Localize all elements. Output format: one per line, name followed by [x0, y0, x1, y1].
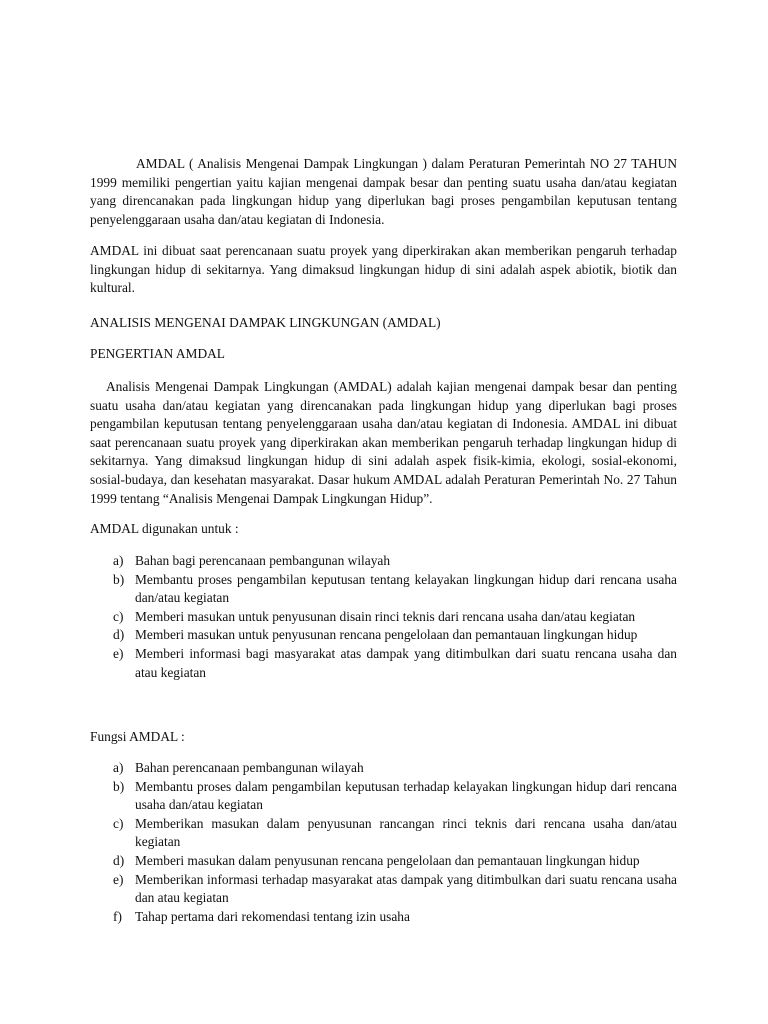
- list-item-text: Memberi informasi bagi masyarakat atas dampak yang ditimbulkan dari suatu rencana usaha dan atau kegiatan: [135, 645, 677, 680]
- list-item-text: Membantu proses pengambilan keputusan tentang kelayakan lingkungan hidup dari rencana usaha dan/atau kegiatan: [135, 571, 677, 606]
- list-item-text: Bahan perencanaan pembangunan wilayah: [135, 760, 364, 775]
- list-item: [113, 571, 677, 608]
- definition-paragraph: Analisis Mengenai Dampak Lingkungan (AMDAL) adalah kajian mengenai dampak besar dan penting suatu usaha dan/atau kegiatan yang direncanakan pada lingkungan hidup yang diperlukan bagi proses pengambilan keputusan tentang penyelenggaraan usaha dan/atau kegiatan di Indonesia. AMDAL ini dibuat saat perencanaan suatu proyek yang diperkirakan akan memberikan pengaruh terhadap lingkungan hidup di sekitarnya. Yang dimaksud lingkungan hidup di sini adalah aspek fisik-kimia, ekologi, sosial-ekonomi, sosial-budaya, dan kesehatan masyarakat. Dasar hukum AMDAL adalah Peraturan Pemerintah No. 27 Tahun 1999 tentang “Analisis Mengenai Dampak Lingkungan Hidup”.: [90, 379, 677, 506]
- list-marker: a): [113, 760, 124, 775]
- list-item: [113, 815, 677, 852]
- list-item-text: Tahap pertama dari rekomendasi tentang izin usaha: [135, 908, 410, 924]
- list-marker: a): [113, 553, 124, 568]
- list-item-text: Memberi masukan untuk penyusunan rencana pengelolaan dan pemantauan lingkungan hidup: [135, 627, 638, 643]
- list-item-text: Memberi masukan dalam penyusunan rencana pengelolaan dan pemantauan lingkungan hidup: [135, 852, 640, 868]
- list-item: [113, 608, 677, 627]
- list-item: [113, 778, 677, 815]
- list-item: [113, 552, 677, 571]
- list-marker: b): [113, 571, 125, 587]
- list-item-text: Memberikan masukan dalam penyusunan rancangan rinci teknis dari rencana usaha dan/atau kegiatan: [135, 815, 677, 850]
- functions-heading: Fungsi AMDAL :: [90, 729, 185, 744]
- subsection-title: PENGERTIAN AMDAL: [90, 346, 225, 361]
- list-marker: d): [113, 852, 125, 868]
- list-item-text: Memberi masukan untuk penyusunan disain rinci teknis dari rencana usaha dan/atau kegiatan: [135, 608, 636, 624]
- list-marker: c): [113, 608, 124, 624]
- list-item: [113, 871, 677, 908]
- amdal-purpose-paragraph: AMDAL ini dibuat saat perencanaan suatu proyek yang diperkirakan akan memberikan pengaruh terhadap lingkungan hidup di sekitarnya. Yang dimaksud lingkungan hidup di sini adalah aspek abiotik, biotik dan kultural.: [90, 243, 677, 296]
- list-item: [113, 759, 677, 778]
- list-marker: e): [113, 645, 124, 661]
- list-marker: c): [113, 815, 124, 831]
- list-item-text: Memberikan informasi terhadap masyarakat atas dampak yang ditimbulkan dari suatu rencana usaha dan atau kegiatan: [135, 871, 677, 906]
- list-item: [113, 645, 677, 682]
- intro-paragraph: AMDAL ( Analisis Mengenai Dampak Lingkungan ) dalam Peraturan Pemerintah NO 27 TAHUN 1999 memiliki pengertian yaitu kajian mengenai dampak besar dan penting suatu usaha dan/atau kegiatan yang direncanakan pada lingkungan hidup yang diperlukan bagi proses pengambilan keputusan tentang penyelenggaraan usaha dan/atau kegiatan di Indonesia.: [90, 156, 677, 227]
- section-title: ANALISIS MENGENAI DAMPAK LINGKUNGAN (AMDAL): [90, 315, 441, 330]
- list-marker: b): [113, 778, 125, 794]
- list-marker: f): [113, 908, 122, 924]
- list-marker: d): [113, 627, 125, 643]
- uses-list: [113, 552, 677, 682]
- list-item: [113, 626, 677, 645]
- list-item-text: Membantu proses dalam pengambilan keputusan terhadap kelayakan lingkungan hidup dari rencana usaha dan/atau kegiatan: [135, 778, 677, 813]
- uses-heading: AMDAL digunakan untuk :: [90, 521, 239, 536]
- list-item: [113, 908, 677, 927]
- list-item-text: Bahan bagi perencanaan pembangunan wilayah: [135, 553, 391, 568]
- functions-list: [113, 759, 677, 926]
- list-marker: e): [113, 871, 124, 887]
- list-item: [113, 852, 677, 871]
